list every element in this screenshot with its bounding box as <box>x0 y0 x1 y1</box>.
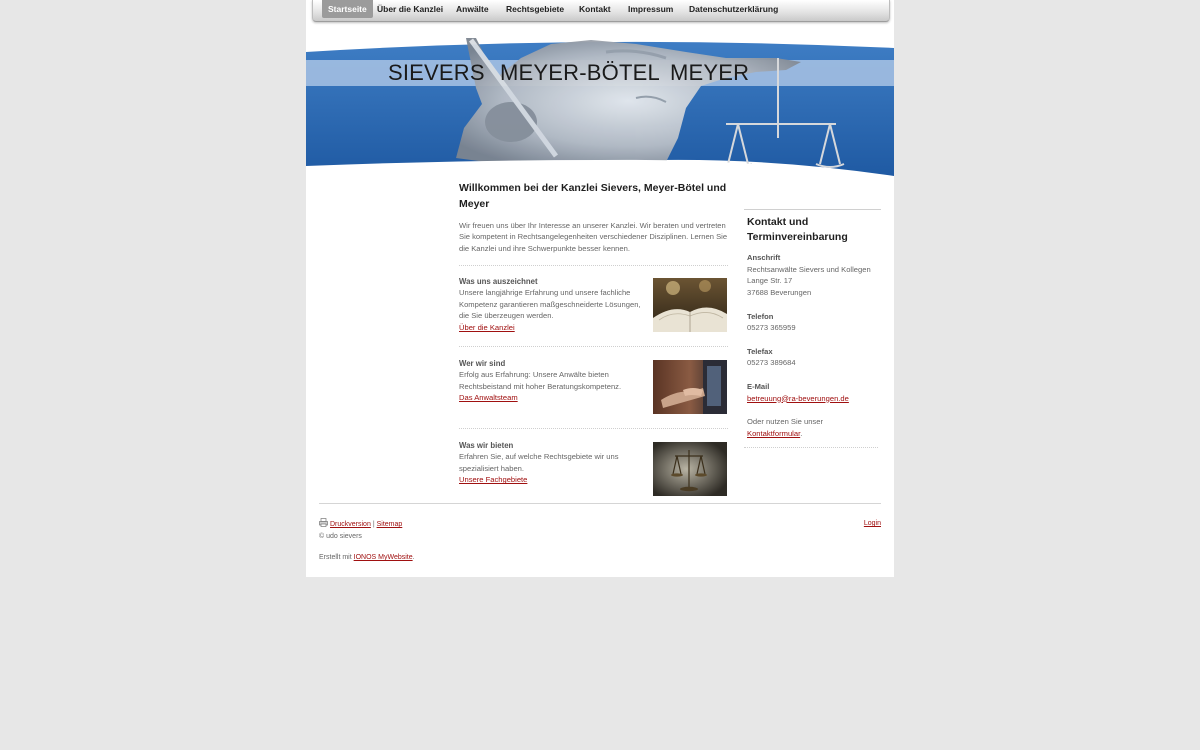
section-text: Erfolg aus Erfahrung: Unsere Anwälte bieten Rechtsbeistand mit hoher Beratungskompetenz. <box>459 370 622 391</box>
footer-separator: | <box>372 521 375 528</box>
nav-item-datenschutzerklaerung[interactable]: Datenschutzerklärung <box>689 4 779 14</box>
nav-item-kontakt[interactable]: Kontakt <box>579 4 611 14</box>
header-banner <box>306 38 894 178</box>
banner-name-sievers: SIEVERS <box>388 60 485 85</box>
link-das-anwaltsteam[interactable]: Das Anwaltsteam <box>459 393 518 403</box>
contact-form-line <box>747 428 881 440</box>
banner-name-meyer: MEYER <box>670 60 750 85</box>
nav-item-rechtsgebiete[interactable]: Rechtsgebiete <box>506 4 565 14</box>
contact-sidebar <box>744 209 881 448</box>
nav-item-impressum[interactable]: Impressum <box>628 4 674 14</box>
login-container <box>864 518 881 529</box>
contact-form-text: Oder nutzen Sie unser <box>747 417 823 427</box>
created-with-text: Erstellt mit <box>319 554 352 561</box>
phone-number: 05273 365959 <box>747 323 796 333</box>
ionos-link[interactable]: IONOS MyWebsite <box>353 554 413 561</box>
copyright: © udo sievers <box>319 533 362 540</box>
nav-item-ueber-die-kanzlei[interactable]: Über die Kanzlei <box>377 4 444 14</box>
section-auszeichnung <box>459 265 728 347</box>
main-navigation <box>312 0 890 22</box>
footer-links <box>319 518 402 530</box>
link-ueber-die-kanzlei[interactable]: Über die Kanzlei <box>459 322 515 332</box>
page <box>306 0 894 577</box>
main-content <box>459 180 728 485</box>
section-title: Wer wir sind <box>459 359 506 368</box>
sidebar-title: Kontakt und Terminvereinbarung <box>747 216 848 243</box>
scales-image[interactable] <box>653 442 727 496</box>
section-was-wir-bieten <box>459 428 728 499</box>
sidebar-divider <box>744 447 878 448</box>
section-title: Was wir bieten <box>459 441 514 450</box>
intro-text: Wir freuen uns über Ihr Interesse an unserer Kanzlei. Wir beraten und vertreten Sie kompetent in Rechtsangelegenheiten verschiedener Disziplinen. Lernen Sie die Kanzlei und ihre Schwerpunkte besser kennen. <box>459 221 728 253</box>
address-line-2: Lange Str. 17 <box>747 276 793 286</box>
email-label: E-Mail <box>747 382 770 392</box>
section-wer-wir-sind <box>459 346 728 429</box>
contact-form-link[interactable]: Kontaktformular <box>747 428 801 438</box>
banner-name-meyer-boetel: MEYER-BÖTEL <box>500 60 660 85</box>
footer <box>319 503 881 561</box>
open-book-image[interactable] <box>653 278 727 332</box>
nav-item-anwaelte[interactable]: Anwälte <box>456 4 489 14</box>
login-link[interactable]: Login <box>863 520 881 527</box>
created-with <box>319 552 415 563</box>
print-version-link[interactable]: Druckversion <box>330 521 371 528</box>
handshake-image[interactable] <box>653 360 727 414</box>
nav-item-startseite[interactable]: Startseite <box>322 0 373 18</box>
section-text: Unsere langjährige Erfahrung und unsere fachliche Kompetenz garantieren maßgeschneiderte Lösungen, die Sie überzeugen werden. <box>459 288 641 321</box>
sitemap-link[interactable]: Sitemap <box>376 521 403 528</box>
fax-number: 05273 389684 <box>747 358 796 368</box>
created-with-suffix: . <box>412 554 415 561</box>
address-line-3: 37688 Beverungen <box>747 287 812 297</box>
section-text: Erfahren Sie, auf welche Rechtsgebiete wir uns spezialisiert haben. <box>459 452 619 473</box>
page-title: Willkommen bei der Kanzlei Sievers, Meyer-Bötel und Meyer <box>459 182 727 210</box>
address-label: Anschrift <box>747 253 781 262</box>
justitia-banner-image <box>306 38 894 178</box>
fax-label: Telefax <box>747 346 773 356</box>
email-link[interactable]: betreuung@ra-beverungen.de <box>747 393 849 403</box>
contact-form-suffix: . <box>800 428 803 438</box>
section-title: Was uns auszeichnet <box>459 277 538 286</box>
phone-label: Telefon <box>747 311 774 321</box>
printer-icon[interactable] <box>319 518 328 527</box>
address-line-1: Rechtsanwälte Sievers und Kollegen <box>747 264 871 274</box>
link-unsere-fachgebiete[interactable]: Unsere Fachgebiete <box>459 475 528 485</box>
email-line <box>747 393 881 405</box>
